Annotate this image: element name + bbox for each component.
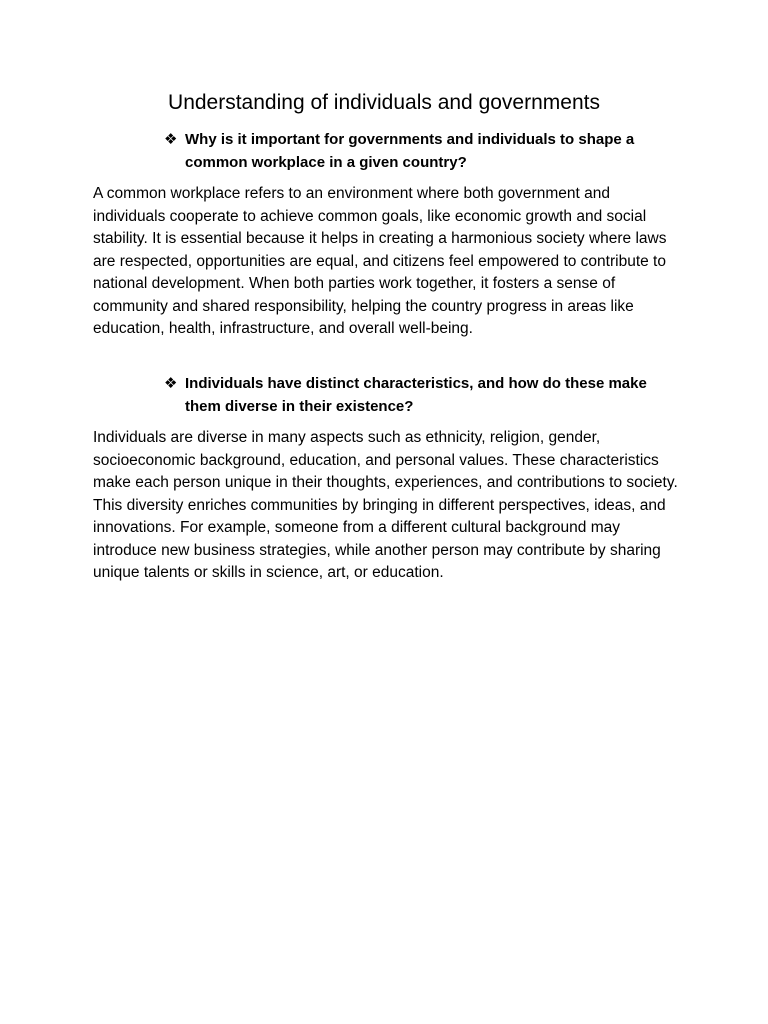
answer-paragraph-2: Individuals are diverse in many aspects such as ethnicity, religion, gender, socioeconomic background, education, and personal values. These characteristics make each person unique in their thoughts, experiences, and contributions to society. This diversity enriches communities by bringing in different perspectives, ideas, and innovations. For example, someone from a different cultural background may introduce new business strategies, while another person may contribute by sharing unique talents or skills in science, art, or education. [93, 429, 678, 581]
question-text-2: Individuals have distinct characteristics, and how do these make them diverse in their existence? [185, 375, 647, 415]
diamond-bullet-icon: ❖ [164, 131, 178, 148]
question-heading-1 [164, 129, 684, 174]
question-heading-2 [164, 373, 684, 418]
question-text-1: Why is it important for governments and individuals to shape a common workplace in a given country? [185, 131, 635, 171]
document-title: Understanding of individuals and governments [168, 91, 600, 114]
answer-paragraph-1: A common workplace refers to an environment where both government and individuals cooperate to achieve common goals, like economic growth and social stability. It is essential because it helps in creating a harmonious society where laws are respected, opportunities are equal, and citizens feel empowered to contribute to national development. When both parties work together, it fosters a sense of community and shared responsibility, helping the country progress in areas like education, health, infrastructure, and overall well-being. [93, 185, 667, 337]
diamond-bullet-icon: ❖ [164, 375, 178, 392]
